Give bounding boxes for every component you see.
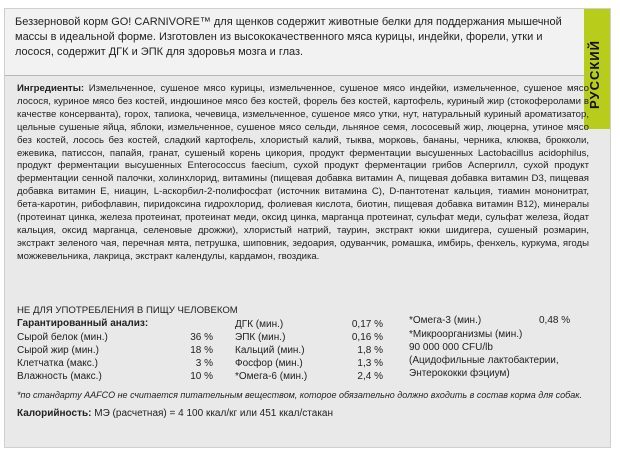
nutrient-name: Влажность (макс.) [17, 371, 102, 382]
nutrient-value: 3 % [195, 358, 213, 369]
calories-label: Калорийность: [17, 408, 92, 419]
nutrient-name: Сырой жир (мин.) [17, 345, 99, 356]
analysis-row [235, 370, 383, 383]
ingredients-text: Измельченное, сушеное мясо курицы, измельченное, сушеное мясо индейки, измельченное, сушеное мясо лосося, куриное мясо без костей, индюшиное мясо без костей, форель без костей, картофель, куриный жир (стокоферолами в качестве консерванта), горох, тапиока, чечевица, измельченное, сушеное мясо утки, нут, натуральный куриный ароматизатор, цельные сушеные яйца, яблоки, измельченное, сушеное мясо сельди, льняное семя, лососевый жир, люцерна, утиное мясо без костей, лосось без костей, сладкий картофель, хлористый калий, тыква, морковь, бананы, черника, клюква, брокколи, ежевика, патиссон, папайя, гранат, сушеный корень цикория, продукт ферментации высушенных Lactobacillus acidophilus, продукт ферментации высушенных Enterococcus faecium, сухой продукт ферментации грибов Аспергилл, сухой продукт ферментации сенной палочки, холинхлорид, витамины (пищевая добавка витамин А, пищевая добавка витамин D3, пищевая добавка витамин Е, ниацин, L-аскорбил-2-полифосфат (источник витамина С), D-пантотенат кальция, тиамин мононитрат, бета-каротин, рибофлавин, пиридоксина гидрохлорид, фолиевая кислота, биотин, пищевая добавка витамин В12), минералы (протеинат цинка, железа протеинат, протеинат меди, оксид цинка, марганца протеинат, сульфат меди, сульфат железа, йодат кальция, оксид марганца, селеновые дрожжи), хлористый натрий, таурин, экстракт юкки шидигера, сушеный розмарин, экстракт зеленого чая, перечная мята, петрушка, шиповник, зедоария, одуванчик, ромашка, имбирь, фенхель, куркума, ягоды можжевельника, лакрица, экстракт календулы, кардамон, гвоздика. [17, 83, 589, 262]
omega3-name: *Омега-3 (мин.) [409, 315, 482, 326]
nutrient-value: 0,16 % [351, 332, 383, 343]
micro-line: 90 000 000 CFU/lb [409, 342, 493, 353]
nutrient-name: *Омега-6 (мин.) [235, 371, 308, 382]
microorganisms-block [409, 328, 559, 380]
nutrient-value: 36 % [190, 332, 213, 343]
ingredients-block [17, 83, 589, 264]
analysis-row [17, 344, 213, 357]
nutrient-name: Фосфор (мин.) [235, 358, 303, 369]
language-label: РУССКИЙ [587, 40, 602, 109]
nutrient-name: Сырой белок (мин.) [17, 332, 108, 343]
analysis-column-1 [17, 331, 213, 383]
nutrient-value: 1,3 % [357, 358, 383, 369]
omega3-value: 0,48 % [539, 315, 571, 326]
analysis-row [235, 331, 383, 344]
analysis-row [235, 357, 383, 370]
intro-text: Беззерновой корм GO! CARNIVORE™ для щенков содержит животные белки для поддержания мышечной массы в идеальной форме. Изготовлен из высококачественного мяса курицы, индейки, форели, утки и лосося, содержит ДГК и ЭПК для здоровья мозга и глаз. [5, 9, 585, 76]
nutrient-name: ДГК (мин.) [235, 319, 284, 330]
analysis-title: Гарантированный анализ: [17, 318, 149, 329]
ingredients-label: Ингредиенты: [17, 83, 85, 94]
analysis-row [17, 331, 213, 344]
nutrient-value: 1,8 % [357, 345, 383, 356]
calories-value: МЭ (расчетная) = 4 100 ккал/кг или 451 ккал/стакан [94, 408, 333, 419]
micro-line: *Микроорганизмы (мин.) [409, 329, 523, 340]
micro-line: (Ацидофильные лактобактерии, [409, 355, 559, 366]
analysis-row [17, 370, 213, 383]
nutrient-value: 18 % [190, 345, 213, 356]
nutrient-name: Кальций (мин.) [235, 345, 305, 356]
aafco-footnote: *по стандарту AAFCO не считается питательным веществом, которое обязательно должно входить в состав корма для собак. [17, 390, 582, 400]
analysis-row [17, 357, 213, 370]
analysis-row [235, 344, 383, 357]
nutrient-value: 0,17 % [351, 319, 383, 330]
analysis-row [235, 318, 383, 331]
analysis-column-2 [235, 318, 383, 383]
not-for-human-notice: НЕ ДЛЯ УПОТРЕБЛЕНИЯ В ПИЩУ ЧЕЛОВЕКОМ [17, 305, 238, 316]
nutrient-value: 2,4 % [357, 371, 383, 382]
product-label [4, 8, 611, 448]
nutrient-name: Клетчатка (макс.) [17, 358, 98, 369]
nutrient-name: ЭПК (мин.) [235, 332, 286, 343]
calories-line [17, 408, 333, 419]
nutrient-value: 10 % [190, 371, 213, 382]
micro-line: Энтерококки фэциум) [409, 368, 510, 379]
